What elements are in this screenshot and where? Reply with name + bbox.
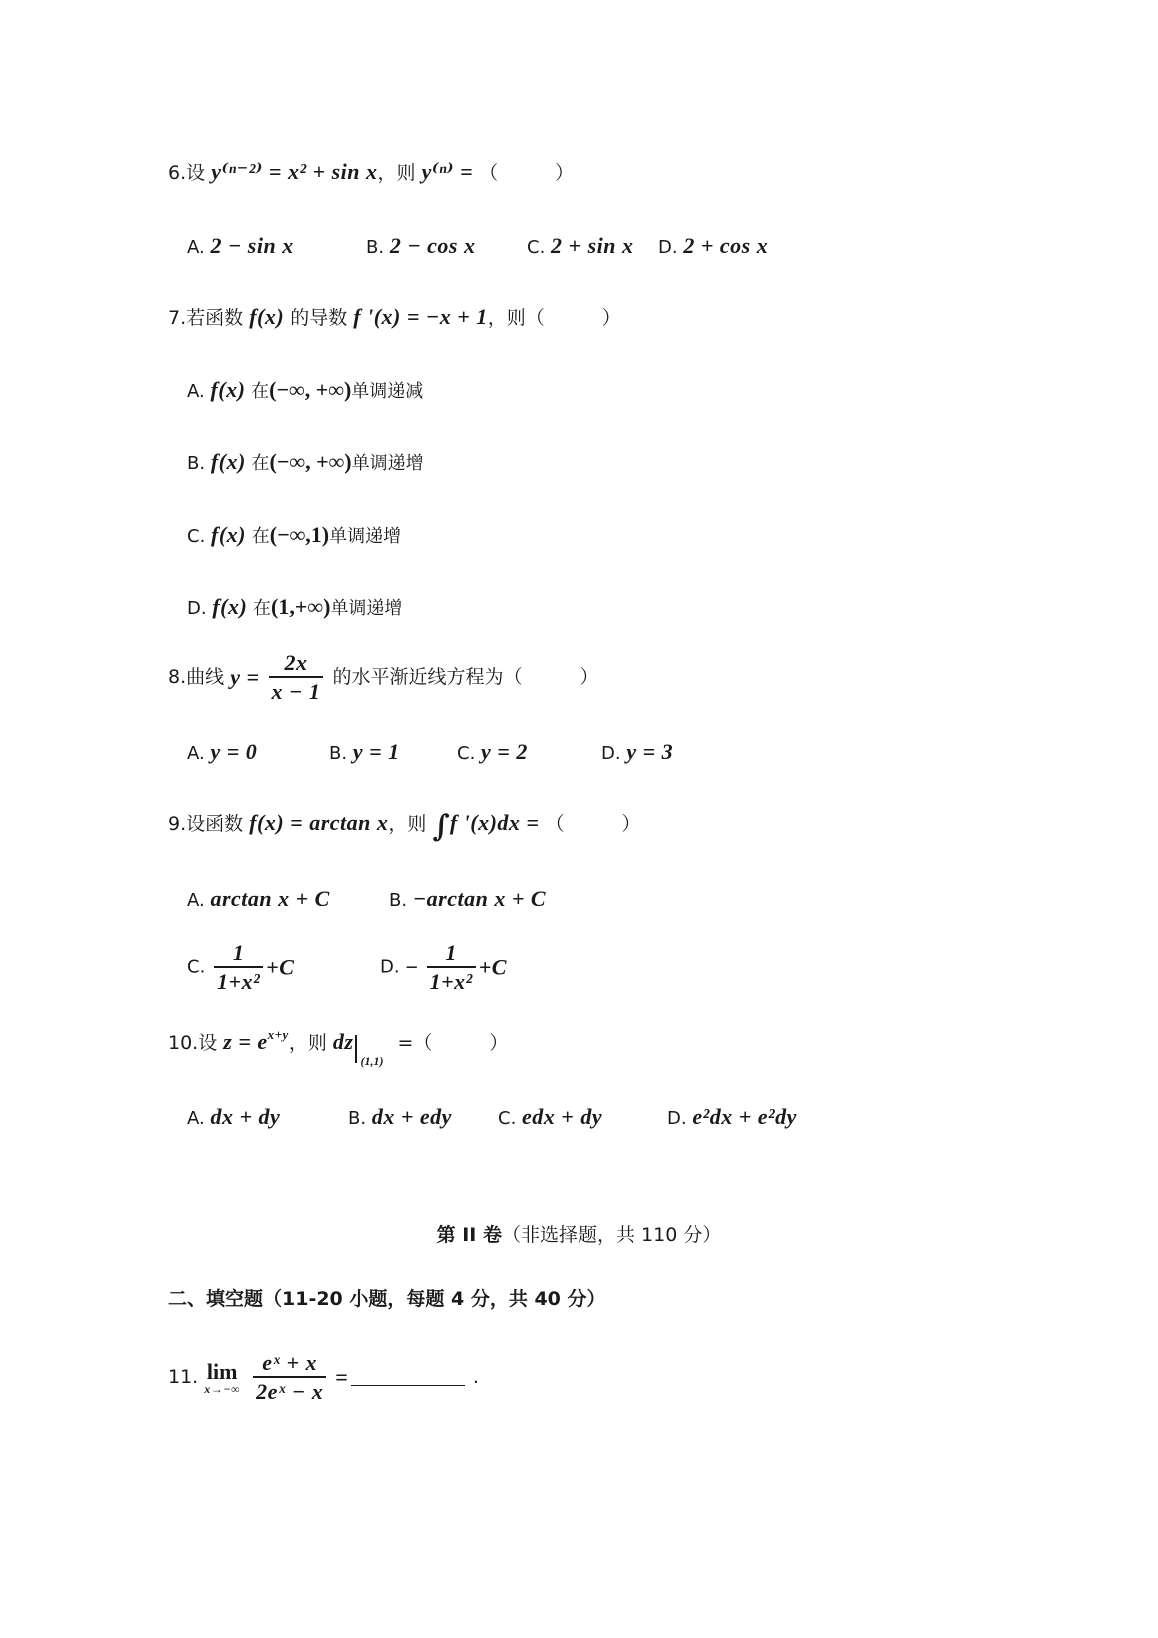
question-9-option-b [389, 888, 546, 910]
question-7-option-c [187, 524, 401, 546]
option-letter: A. [187, 1108, 205, 1129]
question-10-exponent: x+y [267, 1027, 289, 1042]
option-text: 2 − cos x [389, 233, 476, 258]
option-text: y = 2 [481, 739, 528, 764]
option-desc: 单调递增 [351, 453, 424, 474]
question-8 [168, 652, 598, 703]
question-6 [168, 161, 574, 183]
option-desc: 单调递增 [329, 526, 402, 547]
question-10-option-b [348, 1106, 452, 1128]
option-desc: 单调递减 [351, 381, 424, 402]
question-9-mid: ，则 [388, 813, 427, 835]
question-8-option-b [329, 741, 400, 763]
question-6-option-a [187, 235, 294, 257]
question-9-option-a [187, 888, 330, 910]
option-at: 在 [251, 526, 270, 547]
option-text: 2 + cos x [683, 233, 769, 258]
option-function: f(x) [210, 377, 246, 402]
part-2-title-bold: 第 II 卷 [436, 1224, 502, 1246]
question-7-function: f(x) [249, 304, 285, 329]
option-interval: (1,+∞) [271, 594, 331, 619]
question-10-option-d [667, 1106, 797, 1128]
question-9-integrand: f '(x)dx = [449, 810, 540, 835]
option-letter: C. [187, 956, 206, 978]
option-interval: (−∞, +∞) [269, 377, 352, 402]
question-7-option-d [187, 596, 402, 618]
question-10-option-a [187, 1106, 280, 1128]
option-function: f(x) [210, 449, 246, 474]
question-8-option-c [457, 741, 528, 763]
question-8-lhs: y = [230, 664, 260, 690]
question-10-label: 10.设 [168, 1032, 218, 1054]
fraction-numerator: eˣ + x [262, 1350, 318, 1375]
question-6-mid: ，则 [377, 162, 416, 184]
limit-word: lim [206, 1358, 238, 1384]
question-8-option-d [601, 741, 673, 763]
option-text: arctan x + C [210, 886, 330, 911]
question-7-option-b [187, 451, 424, 473]
option-text: −arctan x + C [412, 886, 547, 911]
question-7-option-a [187, 379, 423, 401]
fraction-numerator: 1 [232, 940, 245, 965]
option-letter: D. [667, 1108, 687, 1129]
option-letter: D. [601, 743, 621, 764]
question-9-option-d [380, 942, 507, 993]
option-text: y = 3 [626, 739, 674, 764]
option-sign: − [405, 954, 418, 980]
question-6-expression: y⁽ⁿ⁻²⁾ = x² + sin x [211, 159, 378, 184]
section-heading: 二、填空题（11-20 小题，每题 4 分，共 40 分） [168, 1288, 606, 1310]
fraction-numerator: 1 [445, 940, 457, 965]
question-9 [168, 809, 641, 844]
question-6-option-b [366, 235, 475, 257]
option-text: 2 + sin x [551, 233, 634, 258]
question-10-mid: ，则 [288, 1032, 327, 1054]
question-11-label: 11. [168, 1366, 199, 1388]
option-letter: A. [187, 381, 205, 402]
option-at: 在 [251, 381, 270, 402]
option-letter: B. [329, 743, 348, 764]
question-9-expression: f(x) = arctan x [249, 810, 389, 835]
question-6-option-c [527, 235, 633, 257]
question-7 [168, 306, 621, 328]
option-letter: A. [187, 743, 205, 764]
option-at: 在 [253, 598, 272, 619]
option-tail: +C [478, 954, 507, 980]
option-letter: D. [380, 956, 400, 978]
question-9-label: 9.设函数 [168, 813, 244, 835]
question-6-lhs: y⁽ⁿ⁾ = [421, 159, 474, 184]
evaluation-point: (1,1) [360, 1054, 384, 1068]
question-10-tail: =（ ） [397, 1032, 509, 1054]
question-10-option-c [498, 1106, 602, 1128]
option-interval: (−∞,1) [269, 522, 330, 547]
limit-subscript: x→−∞ [204, 1381, 241, 1396]
question-8-option-a [187, 741, 257, 763]
option-letter: C. [527, 237, 546, 258]
question-10 [168, 1027, 509, 1068]
option-fraction [214, 942, 263, 993]
option-letter: C. [498, 1108, 517, 1129]
evaluation-bar [355, 1035, 384, 1068]
option-letter: D. [658, 237, 678, 258]
period: . [472, 1366, 479, 1388]
option-text: y = 0 [210, 739, 258, 764]
part-2-title [0, 1226, 1158, 1245]
question-10-expression: z = e [223, 1029, 268, 1054]
option-text: 2 − sin x [210, 233, 294, 258]
option-letter: C. [457, 743, 476, 764]
part-2-title-rest: （非选择题，共 110 分） [502, 1224, 722, 1246]
option-at: 在 [251, 453, 270, 474]
fraction-denominator: 1+x² [427, 966, 476, 993]
fraction-denominator: x − 1 [269, 676, 324, 703]
question-9-answer-paren: （ ） [545, 813, 641, 835]
option-letter: C. [187, 526, 206, 547]
option-text: y = 1 [352, 739, 400, 764]
fraction-denominator: 2eˣ − x [253, 1376, 326, 1403]
question-7-label: 7.若函数 [168, 307, 244, 329]
option-function: f(x) [211, 522, 247, 547]
option-interval: (−∞, +∞) [269, 449, 352, 474]
question-10-dz: dz [332, 1029, 354, 1054]
option-text: e²dx + e²dy [692, 1104, 797, 1129]
option-letter: D. [187, 598, 207, 619]
option-function: f(x) [212, 594, 248, 619]
option-letter: B. [389, 890, 408, 911]
question-6-option-d [658, 235, 768, 257]
option-tail: +C [266, 954, 295, 980]
question-11-fraction [253, 1352, 326, 1403]
question-7-tail: ，则（ ） [487, 307, 621, 329]
option-letter: B. [187, 453, 206, 474]
option-text: dx + dy [210, 1104, 281, 1129]
integral-sign: ∫ [432, 809, 450, 844]
option-letter: B. [366, 237, 385, 258]
question-11 [168, 1352, 479, 1403]
option-letter: A. [187, 237, 205, 258]
equals-sign: = [335, 1364, 348, 1390]
answer-blank[interactable] [351, 1385, 465, 1386]
fraction-numerator: 2x [284, 650, 308, 675]
option-text: dx + edy [371, 1104, 452, 1129]
option-desc: 单调递增 [330, 598, 403, 619]
question-6-label: 6.设 [168, 162, 206, 184]
option-letter: A. [187, 890, 205, 911]
limit-operator [204, 1358, 241, 1396]
fraction-denominator: 1+x² [214, 966, 263, 993]
question-7-derivative: f '(x) = −x + 1 [353, 304, 488, 329]
option-letter: B. [348, 1108, 367, 1129]
option-text: edx + dy [522, 1104, 603, 1129]
question-7-mid: 的导数 [290, 307, 348, 329]
question-6-answer-paren: （ ） [479, 162, 575, 184]
question-8-tail: 的水平渐近线方程为（ ） [332, 666, 599, 688]
option-fraction [427, 942, 476, 993]
question-8-fraction [269, 652, 324, 703]
question-8-label: 8.曲线 [168, 666, 225, 688]
question-9-option-c [187, 942, 294, 993]
